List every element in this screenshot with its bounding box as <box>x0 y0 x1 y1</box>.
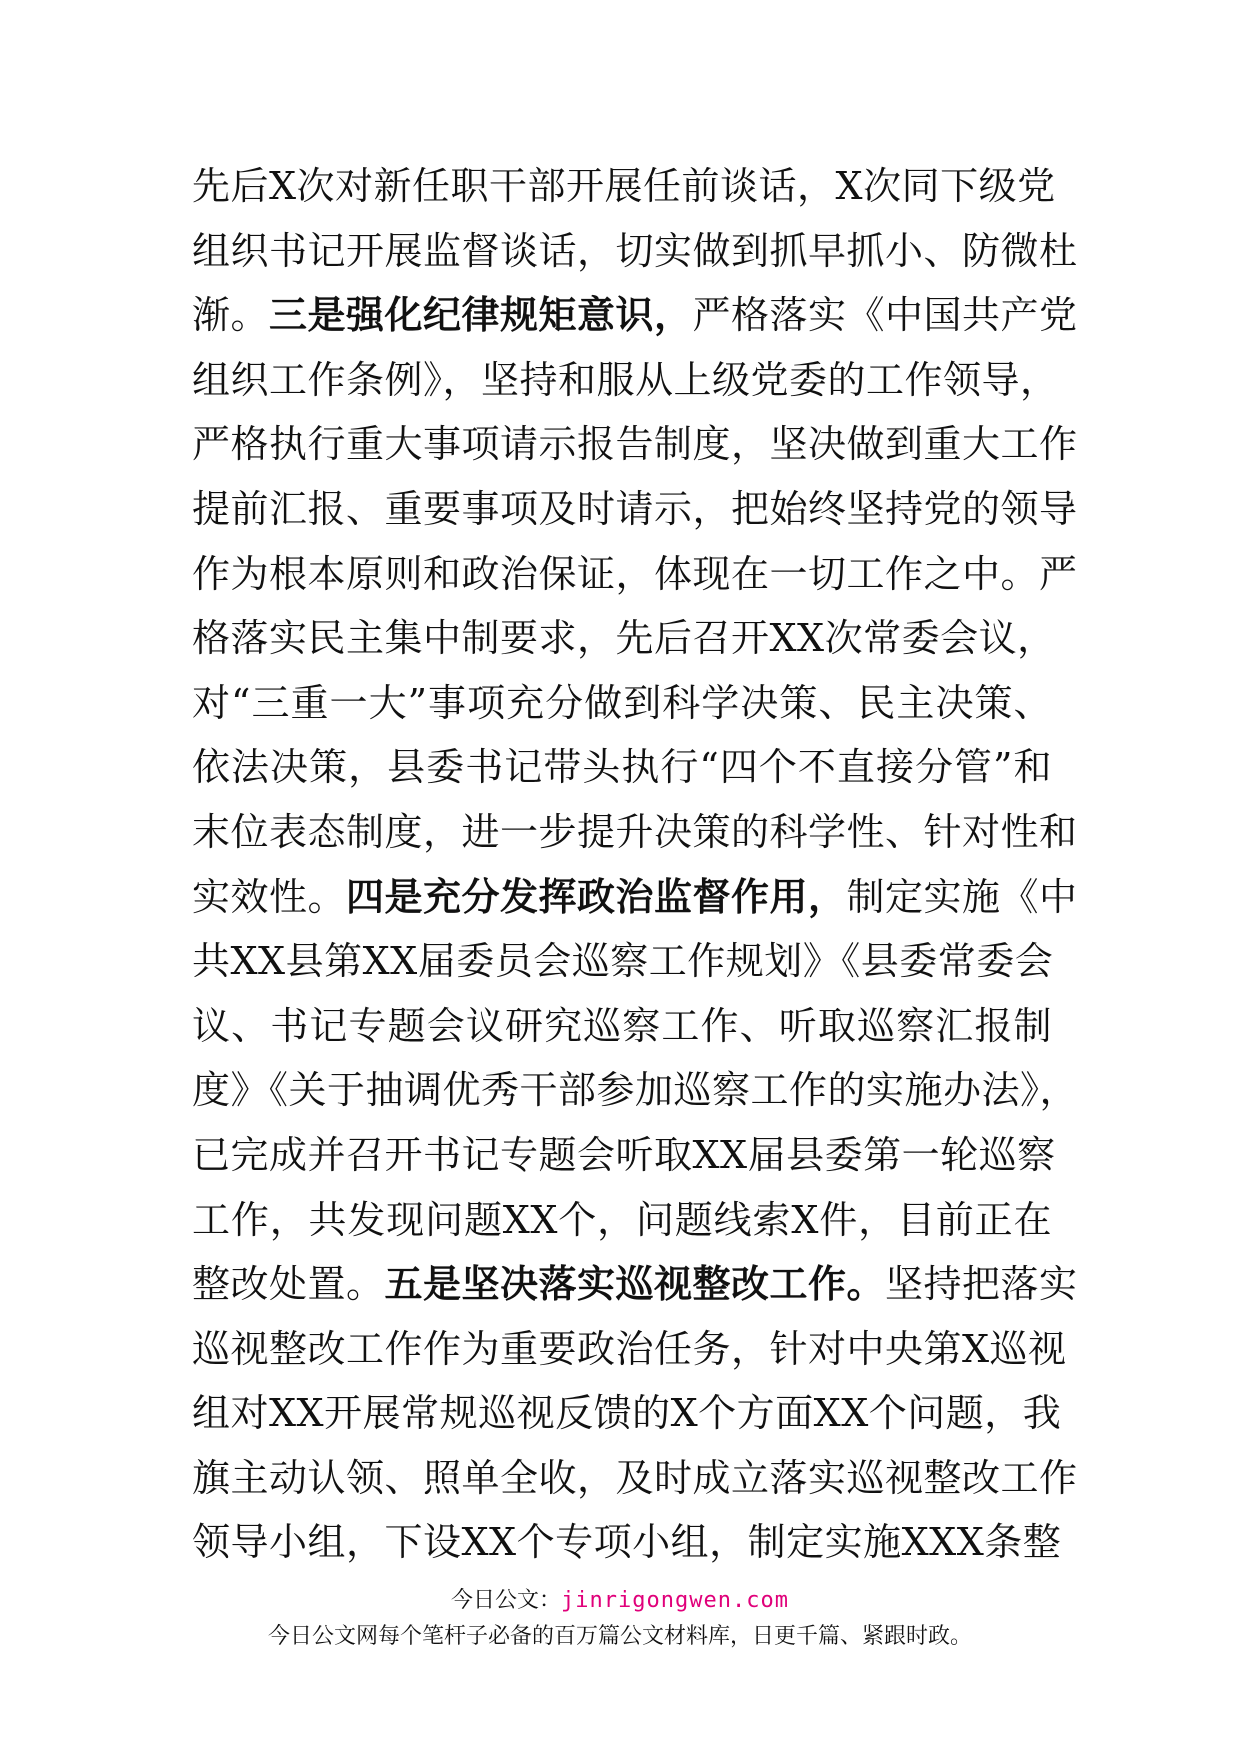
text-segment: 组对XX开展常规巡视反馈的X个方面XX个问题，我 <box>192 1391 1062 1436</box>
text-segment: 依法决策，县委书记带头执行“四个不直接分管”和 <box>192 745 1052 790</box>
footer-site-line <box>0 1586 1240 1616</box>
text-segment: 议、书记专题会议研究巡察工作、听取巡察汇报制 <box>192 1003 1052 1048</box>
text-segment: 旗主动认领、照单全收，及时成立落实巡视整改工作 <box>192 1455 1078 1500</box>
text-line <box>192 865 1078 930</box>
text-line <box>192 929 1052 994</box>
text-line <box>192 800 1078 865</box>
text-segment: 渐。 <box>192 293 270 338</box>
text-line <box>192 1058 1079 1123</box>
text-line <box>192 1252 1078 1317</box>
text-segment: 已完成并召开书记专题会听取XX届县委第一轮巡察 <box>192 1132 1056 1177</box>
text-line <box>192 1381 1062 1446</box>
text-line <box>192 348 1059 413</box>
text-segment: 共XX县第XX届委员会巡察工作规划》《县委常委会 <box>192 939 1054 984</box>
text-segment: 严格落实《中国共产党 <box>692 293 1078 338</box>
text-line <box>192 412 1078 477</box>
text-line <box>192 606 1056 671</box>
text-segment: 对“三重一大”事项充分做到科学决策、民主决策、 <box>192 680 1052 725</box>
text-line <box>192 477 1078 542</box>
text-line <box>192 1188 1052 1253</box>
text-segment: 实效性。 <box>192 874 347 919</box>
bold-heading-phrase: 五是坚决落实巡视整改工作。 <box>384 1262 886 1307</box>
text-segment: 组织工作条例》，坚持和服从上级党委的工作领导， <box>192 357 1059 402</box>
text-line <box>192 1510 1062 1575</box>
text-segment: 制定实施《中 <box>846 874 1078 919</box>
bold-heading-phrase: 四是充分发挥政治监督作用， <box>346 874 847 919</box>
text-line <box>192 994 1052 1059</box>
text-line <box>192 1446 1078 1511</box>
footer-slogan: 今日公文网每个笔杆子必备的百万篇公文材料库，日更千篇、紧跟时政。 <box>267 1624 972 1649</box>
bold-heading-phrase: 三是强化纪律规矩意识， <box>269 293 693 338</box>
text-segment: 作为根本原则和政治保证，体现在一切工作之中。严 <box>192 551 1078 596</box>
text-segment: 领导小组，下设XX个专项小组，制定实施XXX条整 <box>192 1520 1062 1565</box>
text-line <box>192 542 1078 607</box>
text-segment: 工作，共发现问题XX个，问题线索X件，目前正在 <box>192 1197 1052 1242</box>
text-line <box>192 735 1052 800</box>
text-segment: 末位表态制度，进一步提升决策的科学性、针对性和 <box>192 809 1078 854</box>
text-line <box>192 154 1056 219</box>
text-line <box>192 1123 1056 1188</box>
text-segment: 提前汇报、重要事项及时请示，把始终坚持党的领导 <box>192 486 1078 531</box>
text-segment: 先后X次对新任职干部开展任前谈话，X次同下级党 <box>192 164 1056 208</box>
text-line <box>192 671 1052 736</box>
text-segment: 组织书记开展监督谈话，切实做到抓早抓小、防微杜 <box>192 228 1078 273</box>
text-line <box>192 1317 1067 1382</box>
text-segment: 巡视整改工作作为重要政治任务，针对中央第X巡视 <box>192 1326 1067 1371</box>
text-segment: 度》《关于抽调优秀干部参加巡察工作的实施办法》， <box>192 1068 1079 1113</box>
footer-site-label: 今日公文： <box>451 1588 562 1613</box>
footer-site-url[interactable]: jinrigongwen.com <box>561 1588 789 1613</box>
text-segment: 格落实民主集中制要求，先后召开XX次常委会议， <box>192 616 1056 661</box>
text-segment: 坚持把落实 <box>885 1262 1078 1307</box>
text-segment: 整改处置。 <box>192 1262 385 1307</box>
document-body-text <box>192 154 1079 1575</box>
text-segment: 严格执行重大事项请示报告制度，坚决做到重大工作 <box>192 422 1078 467</box>
text-line <box>192 283 1078 348</box>
text-line <box>192 219 1078 284</box>
